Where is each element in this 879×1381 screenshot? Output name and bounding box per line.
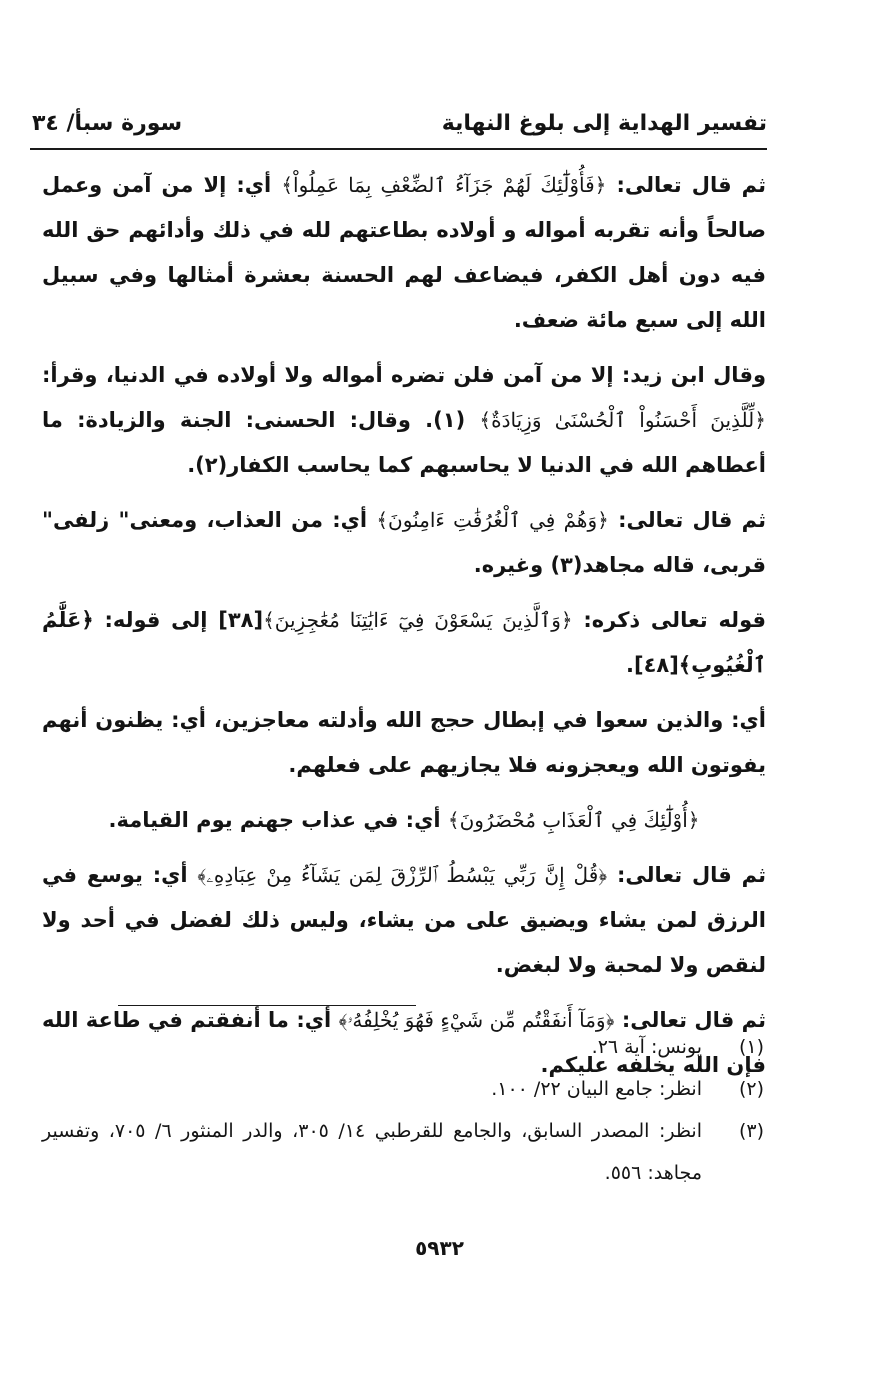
paragraph: ثم قال تعالى: ﴿وَمَآ أَنفَقْتُم مِّن شَيْءٍ فَهُوَ يُخْلِفُهُۥ﴾ أي: ما أنفقتم في طاعة الله فإن الله يخلفه عليكم. <box>42 1008 766 1077</box>
paragraph: قوله تعالى ذكره: ﴿وَٱلَّذِينَ يَسْعَوْنَ فِيٓ ءَايَٰتِنَا مُعَٰجِزِينَ﴾[٣٨] إلى قوله: ﴿عَلَّٰمُ ٱلْغُيُوبِ﴾[٤٨]. <box>42 608 766 677</box>
footnotes <box>42 1026 764 1194</box>
quran-verse: ﴿وَهُمْ فِي ٱلْغُرُفَٰتِ ءَامِنُونَ﴾ <box>376 508 609 532</box>
header-divider <box>30 148 767 150</box>
page-number: ٥٩٣٢ <box>415 1236 464 1260</box>
footnote-number: (٣) <box>738 1120 764 1142</box>
paragraph: ﴿أُوْلَٰٓئِكَ فِي ٱلْعَذَابِ مُحْضَرُونَ﴾ أي: في عذاب جهنم يوم القيامة. <box>108 808 700 832</box>
quran-verse: ﴿قُلْ إِنَّ رَبِّي يَبْسُطُ ٱلرِّزْقَ لِمَن يَشَآءُ مِنْ عِبَادِهِۦ﴾ <box>197 863 608 887</box>
footnote <box>42 1026 764 1068</box>
footnote-text: انظر: المصدر السابق، والجامع للقرطبي ١٤/ ٣٠٥، والدر المنثور ٦/ ٧٠٥، وتفسير مجاهد: ٥٥٦. <box>42 1120 702 1184</box>
footnote <box>42 1068 764 1110</box>
surah-label: سورة سبأ/ ٣٤ <box>32 110 183 136</box>
quran-verse: ﴿أُوْلَٰٓئِكَ فِي ٱلْعَذَابِ مُحْضَرُونَ﴾ <box>447 808 700 832</box>
paragraph: أي: والذين سعوا في إبطال حجج الله وأدلته معاجزين، أي: يظنون أنهم يفوتون الله ويعجزونه فلا يجازيهم على فعلهم. <box>42 708 766 777</box>
footnote-divider <box>118 1005 416 1006</box>
footnote-number: (٢) <box>738 1078 764 1100</box>
main-text <box>42 163 766 1098</box>
paragraph: ثم قال تعالى: ﴿فَأُوْلَٰٓئِكَ لَهُمْ جَزَآءُ ٱلضِّعْفِ بِمَا عَمِلُواْ﴾ أي: إلا من آمن وعمل صالحاً وأنه تقربه أمواله و أولاده بطاعتهم لله في ذلك وأدائهم حق الله فيه دون أهل الكفر، فيضاعف لهم الحسنة بعشرة أمثالها وفي سبيل الله إلى سبع مائة ضعف. <box>42 173 767 332</box>
paragraph: ثم قال تعالى: ﴿قُلْ إِنَّ رَبِّي يَبْسُطُ ٱلرِّزْقَ لِمَن يَشَآءُ مِنْ عِبَادِهِۦ﴾ أي: يوسع في الرزق لمن يشاء ويضيق على من يشاء، وليس ذلك لفضل في أحد ولا لنقص ولا لمحبة ولا لبغض. <box>42 863 766 977</box>
quran-verse: ﴿فَأُوْلَٰٓئِكَ لَهُمْ جَزَآءُ ٱلضِّعْفِ بِمَا عَمِلُواْ﴾ <box>281 173 607 197</box>
paragraph: وقال ابن زيد: إلا من آمن فلن تضره أمواله ولا أولاده في الدنيا، وقرأ: ﴿لِّلَّذِينَ أَحْسَنُواْ ٱلْحُسْنَىٰ وَزِيَادَةٌ﴾ (١). وقال: الحسنى: الجنة والزيادة: ما أعطاهم الله في الدنيا لا يحاسبهم كما يحاسب الكفار(٢). <box>42 363 766 477</box>
footnote-number: (١) <box>738 1036 764 1058</box>
footnote <box>42 1110 764 1194</box>
book-title: تفسير الهداية إلى بلوغ النهاية <box>441 110 767 136</box>
paragraph: ثم قال تعالى: ﴿وَهُمْ فِي ٱلْغُرُفَٰتِ ءَامِنُونَ﴾ أي: من العذاب، ومعنى" زلفى" قربى، قاله مجاهد(٣) وغيره. <box>42 508 766 577</box>
footnote-text: انظر: جامع البيان ٢٢/ ١٠٠. <box>491 1078 702 1100</box>
quran-verse: ﴿لِّلَّذِينَ أَحْسَنُواْ ٱلْحُسْنَىٰ وَزِيَادَةٌ﴾ <box>479 408 766 432</box>
running-header <box>32 100 767 146</box>
quran-verse: ﴿وَمَآ أَنفَقْتُم مِّن شَيْءٍ فَهُوَ يُخْلِفُهُۥ﴾ <box>338 1008 615 1032</box>
footnote-text: يونس: آية ٢٦. <box>591 1036 702 1058</box>
quran-verse: ﴿وَٱلَّذِينَ يَسْعَوْنَ فِيٓ ءَايَٰتِنَا مُعَٰجِزِينَ﴾ <box>263 608 573 632</box>
